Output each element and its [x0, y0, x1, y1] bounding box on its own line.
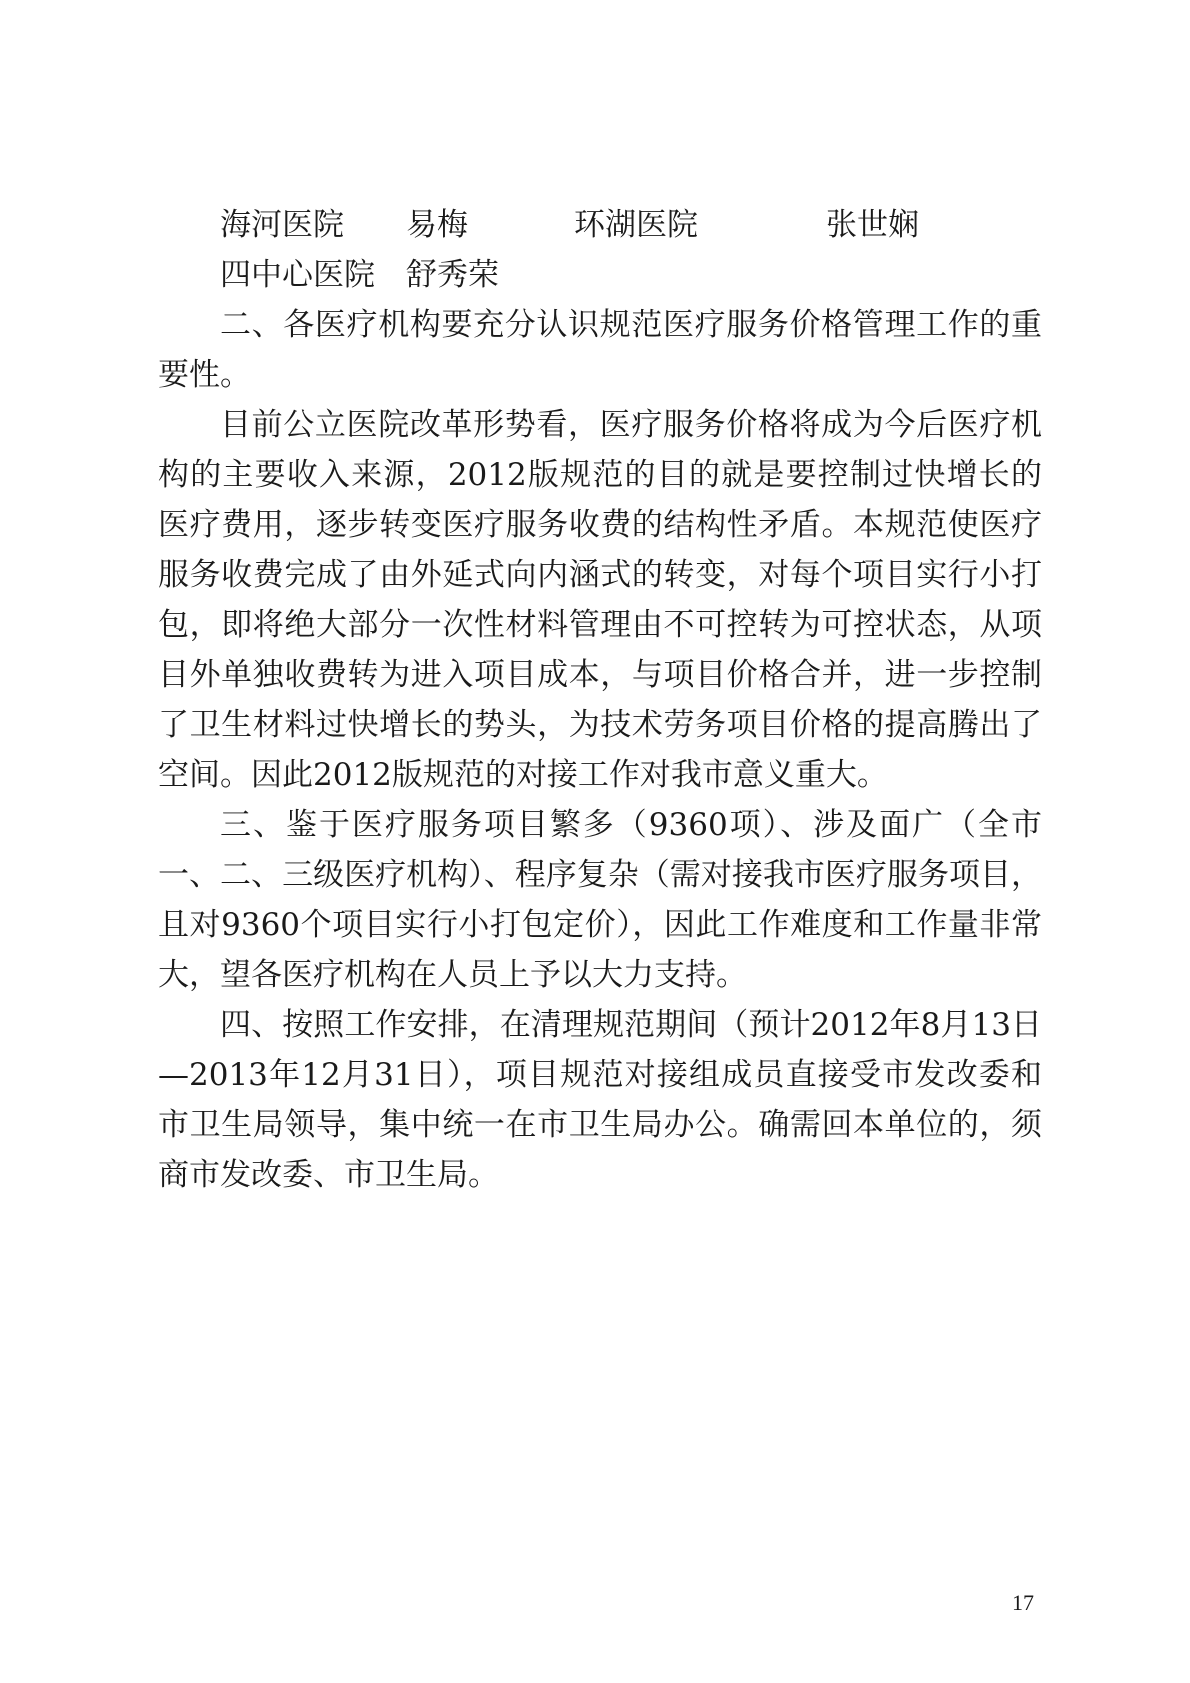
hospital-name: 四中心医院: [220, 257, 375, 293]
staff-name: 舒秀荣: [406, 257, 499, 293]
staff-row: [158, 200, 1042, 250]
paragraph: 目前公立医院改革形势看，医疗服务价格将成为今后医疗机构的主要收入来源，2012版规范的目的就是要控制过快增长的医疗费用，逐步转变医疗服务收费的结构性矛盾。本规范使医疗服务收费完成了由外延式向内涵式的转变，对每个项目实行小打包，即将绝大部分一次性材料管理由不可控转为可控状态，从项目外单独收费转为进入项目成本，与项目价格合并，进一步控制了卫生材料过快增长的势头，为技术劳务项目价格的提高腾出了空间。因此2012版规范的对接工作对我市意义重大。: [158, 407, 1042, 793]
body-text: [158, 200, 1042, 1200]
hospital-name: 海河医院: [220, 207, 344, 243]
staff-name: 张世娴: [826, 207, 919, 243]
section-heading: 二、各医疗机构要充分认识规范医疗服务价格管理工作的重要性。: [158, 307, 1042, 393]
page-number: 17: [1012, 1590, 1034, 1615]
hospital-name: 环湖医院: [574, 207, 698, 243]
section-paragraph: 三、鉴于医疗服务项目繁多（9360项）、涉及面广（全市一、二、三级医疗机构）、程序复杂（需对接我市医疗服务项目，且对9360个项目实行小打包定价），因此工作难度和工作量非常大，望各医疗机构在人员上予以大力支持。: [158, 807, 1042, 993]
section-paragraph: 四、按照工作安排，在清理规范期间（预计2012年8月13日—2013年12月31日），项目规范对接组成员直接受市发改委和市卫生局领导，集中统一在市卫生局办公。确需回本单位的，须商市发改委、市卫生局。: [158, 1007, 1042, 1193]
staff-row: [158, 250, 1042, 300]
staff-name: 易梅: [406, 207, 468, 243]
